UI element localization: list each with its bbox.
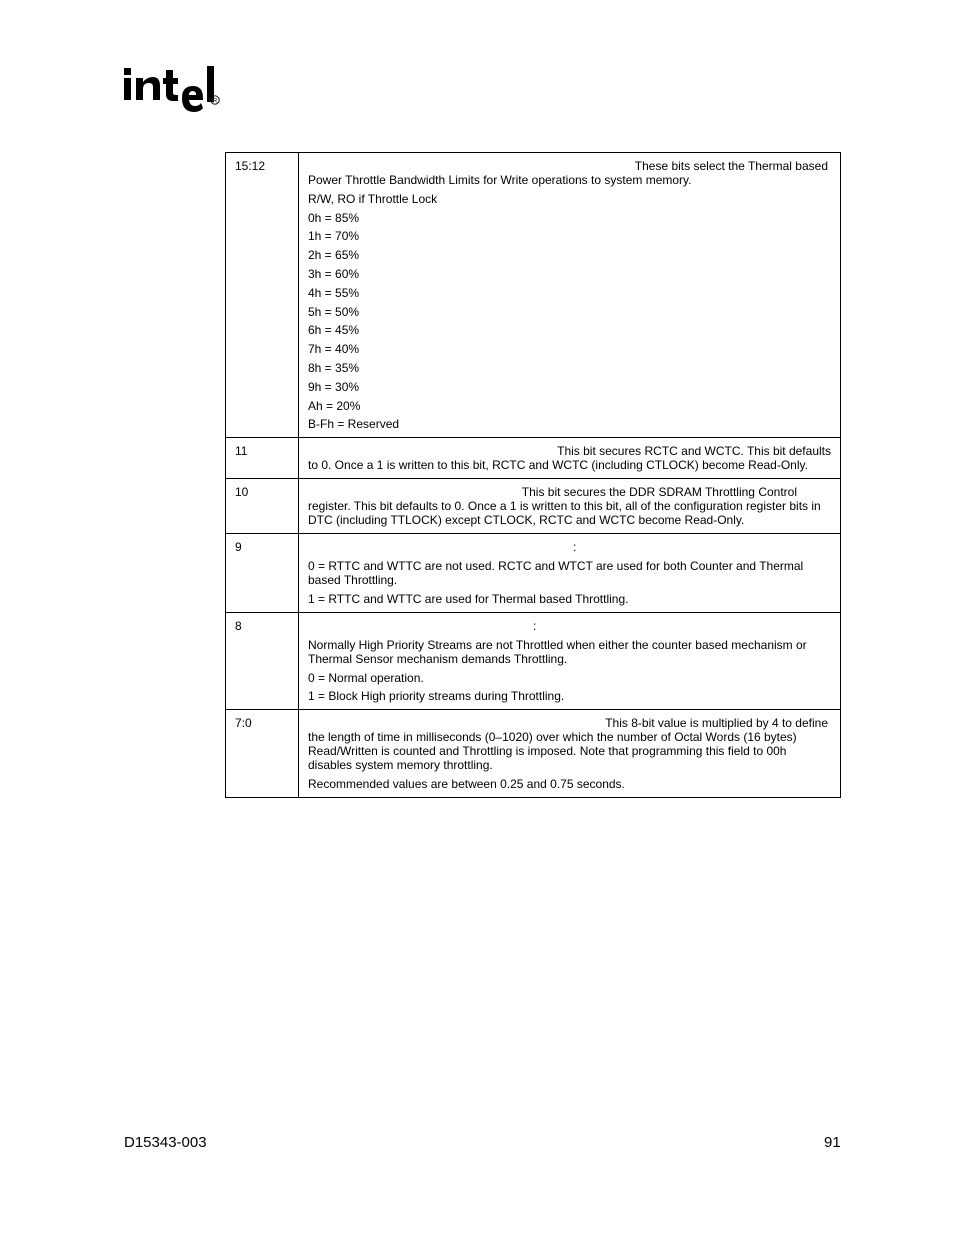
description-line: register. This bit defaults to 0. Once a 1 is written to this bit, all of the configuration register bits in DTC (including TTLOCK) except CTLOCK, RCTC and WCTC become Read-Only.	[308, 499, 821, 528]
bit-description	[299, 534, 841, 613]
description-line: the length of time in milliseconds (0–1020) over which the number of Octal Words (16 bytes) Read/Written is counted and Throttling is imposed. Note that programming this field to 00h disables system memory throttling.	[308, 730, 797, 773]
table-row	[226, 438, 841, 479]
description-line: Power Throttle Bandwidth Limits for Write operations to system memory.	[308, 173, 692, 187]
description-line: 0h = 85%	[308, 210, 360, 225]
registered-mark: R	[212, 98, 218, 105]
bit-range: 7:0	[226, 710, 299, 798]
intel-logo	[122, 58, 232, 122]
description-line: 2h = 65%	[308, 248, 360, 263]
bit-range: 8	[226, 612, 299, 709]
description-line: These bits select the Thermal based	[634, 159, 828, 173]
description-line: Recommended values are between 0.25 and 0.75 seconds.	[308, 777, 625, 792]
description-line: 6h = 45%	[308, 323, 360, 338]
bit-range: 9	[226, 534, 299, 613]
description-line: 8h = 35%	[308, 360, 360, 375]
bit-range: 15:12	[226, 153, 299, 438]
page-number: 91	[824, 1134, 841, 1151]
register-bit-table	[225, 152, 841, 798]
bit-description	[299, 438, 841, 479]
description-line: Ah = 20%	[308, 398, 361, 413]
bit-description	[299, 479, 841, 534]
description-line: 3h = 60%	[308, 266, 360, 281]
description-line: :	[573, 540, 577, 555]
description-line: 1 = RTTC and WTTC are used for Thermal based Throttling.	[308, 591, 629, 606]
bit-range: 11	[226, 438, 299, 479]
description-line: 0 = RTTC and WTTC are not used. RCTC and WTCT are used for both Counter and Thermal based Throttling.	[308, 559, 804, 588]
table-row	[226, 479, 841, 534]
table-row	[226, 710, 841, 798]
description-line: This bit secures the DDR SDRAM Throttling Control	[521, 485, 797, 500]
description-line: R/W, RO if Throttle Lock	[308, 191, 438, 206]
description-line: 5h = 50%	[308, 304, 360, 319]
table-row	[226, 534, 841, 613]
document-number: D15343-003	[124, 1134, 207, 1151]
table-row	[226, 153, 841, 438]
description-line: Normally High Priority Streams are not Throttled when either the counter based mechanism or Thermal Sensor mechanism demands Throttling.	[308, 637, 807, 666]
description-line: 9h = 30%	[308, 379, 360, 394]
bit-range: 10	[226, 479, 299, 534]
intel-logo-graphic	[122, 58, 232, 122]
description-line: 4h = 55%	[308, 285, 360, 300]
bit-description	[299, 710, 841, 798]
description-line: 1 = Block High priority streams during Throttling.	[308, 689, 565, 704]
description-line: 1h = 70%	[308, 229, 360, 244]
bit-description	[299, 612, 841, 709]
description-line: This 8-bit value is multiplied by 4 to define	[605, 716, 828, 731]
description-line: 7h = 40%	[308, 342, 360, 357]
bit-description	[299, 153, 841, 438]
description-line: :	[533, 618, 537, 633]
description-line: to 0. Once a 1 is written to this bit, RCTC and WCTC (including CTLOCK) become Read-Only.	[308, 458, 808, 473]
description-line: This bit secures RCTC and WCTC. This bit defaults	[557, 444, 831, 459]
table-row	[226, 612, 841, 709]
description-line: B-Fh = Reserved	[308, 417, 400, 432]
description-line: 0 = Normal operation.	[308, 670, 424, 685]
